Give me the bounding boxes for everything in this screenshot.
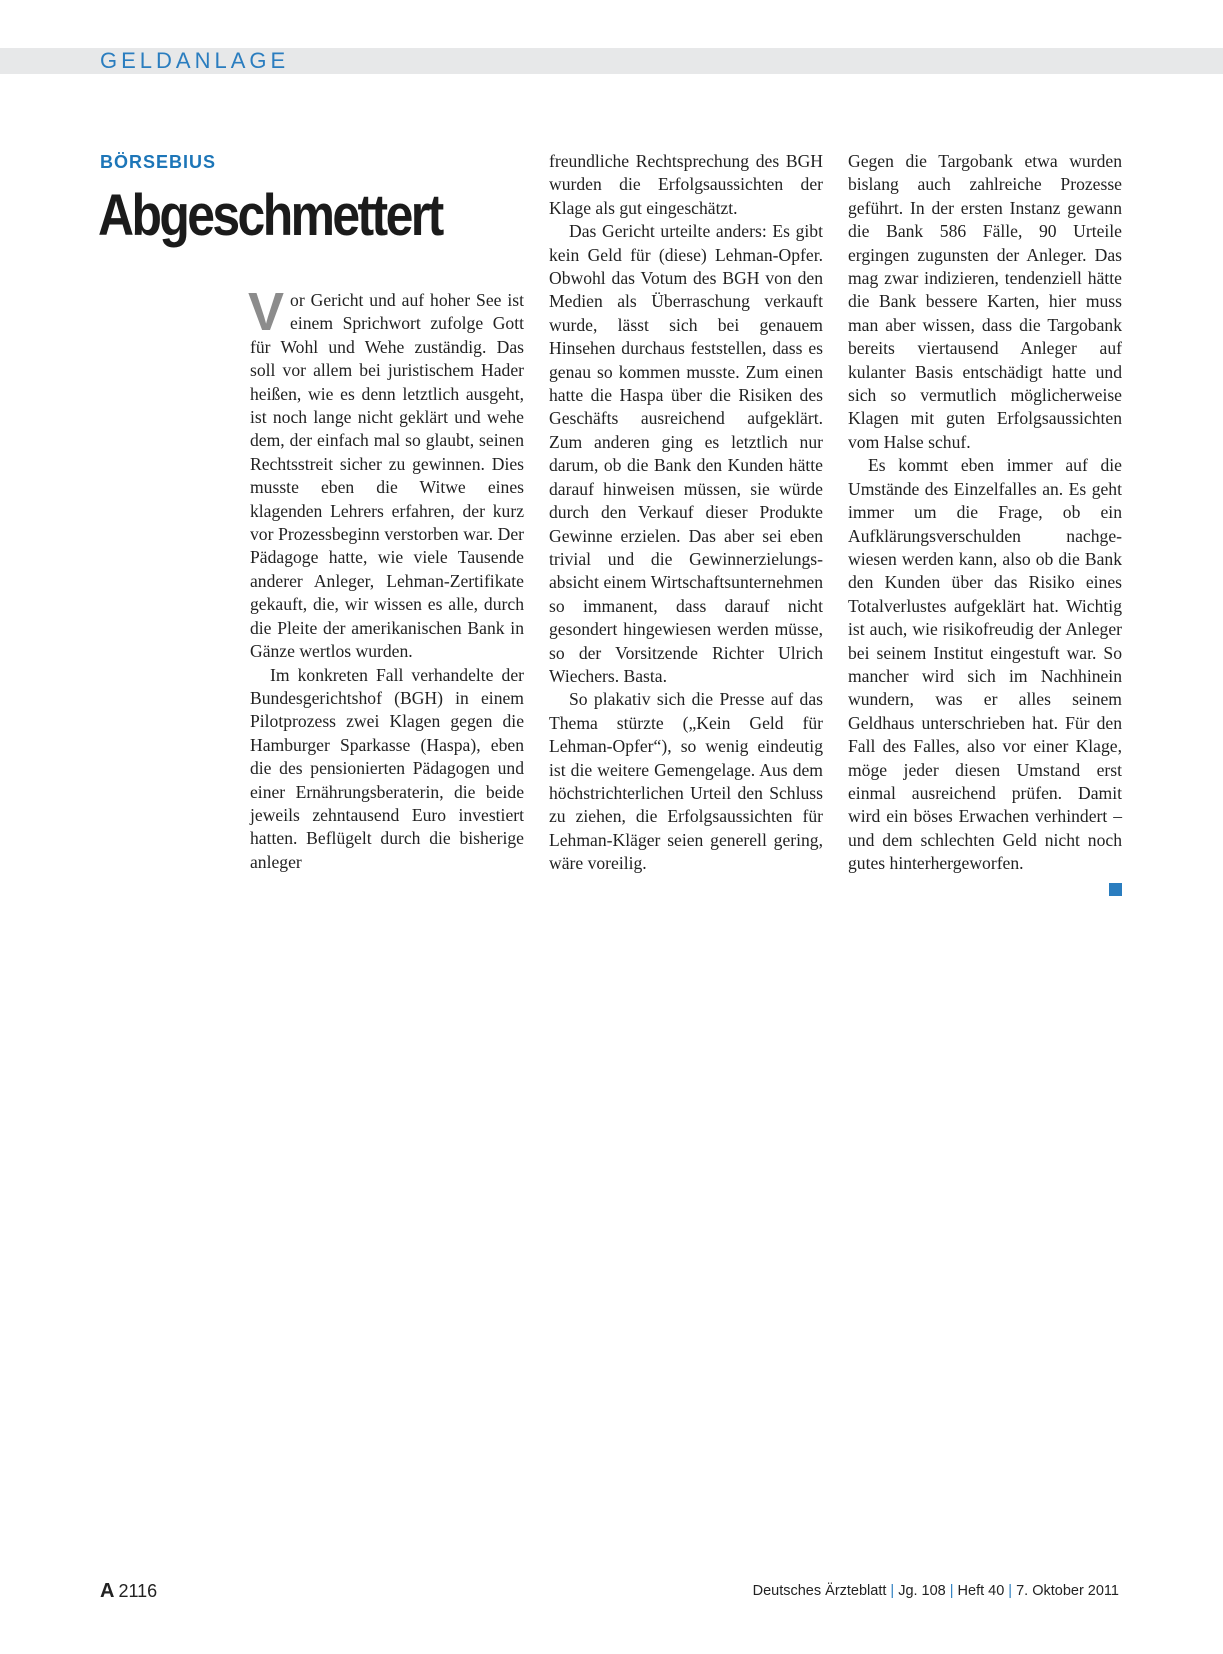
publication-name: Deutsches Ärzteblatt: [752, 1583, 887, 1599]
article-paragraph: freundliche Rechtsprechung des BGH wurden die Erfolgsaussichten der Klage als gut eingeschätzt.: [549, 151, 823, 218]
paragraph-text: or Gericht und auf hoher See ist einem Sprichwort zufolge Gott für Wohl und Wehe zuständig. Das soll vor allem bei juristischem Hader heißen, wie es denn letztlich ausgeht, ist noch lange nicht geklärt und wehe dem, der einfach mal so glaubt, seinen Rechtsstreit sicher zu gewinnen. Dies musste eben die Witwe eines klagenden Lehrers erfahren, der kurz vor Prozessbeginn verstorben war. Der Pädagoge hatte, wie viele Tausende anderer Anleger, Lehman-Zertifikate gekauft, die, wir wissen es alle, durch die Pleite der amerikanischen Bank in Gänze wertlos wurden.: [250, 290, 524, 662]
separator: |: [949, 1583, 954, 1599]
article-paragraph: Gegen die Targobank etwa wurden bislang auch zahlreiche Prozesse geführt. In der ersten Instanz gewann die Bank 586 Fälle, 90 Urteile ergingen zugunsten der Anleger. Das mag zwar indizieren, tendenziell hätte die Bank bessere Karten, hier muss man aber wissen, dass die Targobank bereits viertausend Anleger auf kulanter Basis entschädigt hatte und sich so vermutlich möglicherweise Klagen mit guten Erfolgsaussichten vom Halse schuf.: [848, 151, 1122, 452]
drop-cap: V: [248, 282, 285, 342]
article-paragraph: Im konkreten Fall verhandelte der Bundesgerichtshof (BGH) in einem Pilotprozess zwei Klagen gegen die Hamburger Sparkasse (Haspa), eben die des pensionierten Pädagogen und einer Ernährungsberaterin, die beide jeweils zehntausend Euro investiert hatten. Beflügelt durch die bisherige anleger: [250, 664, 524, 872]
article-paragraph: [248, 282, 524, 664]
separator: |: [890, 1583, 895, 1599]
section-label: GELDANLAGE: [100, 48, 290, 73]
article-paragraph: Das Gericht urteilte anders: Es gibt kein Geld für (diese) Lehman-Opfer. Obwohl das Votum des BGH von den Medien als Überraschung verkauft wurde, lässt sich bei genauem Hinsehen durchaus feststellen, dass es genau so kommen musste. Zum einen hatte die Haspa über die Risiken des Geschäfts ausreichend aufgeklärt. Zum anderen ging es letztlich nur darum, ob die Bank den Kunden hätte darauf hinweisen müssen, sie würde durch den Verkauf dieser Produkte Gewinne erzielen. Das aber sei eben trivial und die Gewinnerzielungsabsicht einem Wirtschaftsunternehmen so immanent, dass darauf nicht gesondert hingewiesen werden müsse, so der Vorsitzende Richter Ulrich Wiechers. Basta.: [549, 221, 823, 686]
article-column-2: [549, 150, 823, 876]
page-number: [100, 1580, 157, 1603]
article-end-mark-icon: [1109, 883, 1122, 896]
publication-info: [753, 1583, 1119, 1599]
page-number-value: 2116: [118, 1581, 158, 1601]
article-title: Abgeschmettert: [98, 183, 442, 248]
article-paragraph: So plakativ sich die Presse auf das Thema stürzte („Kein Geld für Lehman-Opfer“), so wenig eindeutig ist die weitere Gemengelage. Aus dem höchstrichterlichen Urteil den Schluss zu ziehen, die Erfolgsaussichten für Lehman-Kläger seien generell gering, wäre voreilig.: [549, 689, 823, 874]
article-kicker: BÖRSEBIUS: [100, 152, 217, 172]
separator: |: [1008, 1583, 1013, 1599]
issue-date: 7. Oktober 2011: [1016, 1583, 1119, 1599]
issue: Heft 40: [957, 1583, 1005, 1599]
article-paragraph: Es kommt eben immer auf die Umstände des Einzelfalles an. Es geht immer um die Frage, ob ein Aufklärungsverschulden nachgewiesen werden kann, also ob die Bank den Kunden über das Risiko eines Totalverlustes aufgeklärt hat. Wichtig ist auch, wie risikofreudig der Anleger bei seinem Institut eingestuft war. So mancher wird sich im Nachhinein wundern, was er alles seinem Geldhaus unterschrieben hat. Für den Fall des Falles, also vor einer Klage, möge jeder diesen Umstand erst einmal ausreichend prüfen. Damit wird ein böses Erwachen verhindert – und dem schlechten Geld nicht noch gutes hinterhergeworfen.: [848, 455, 1122, 874]
article-column-1: [248, 282, 524, 874]
page-prefix: A: [100, 1580, 115, 1602]
volume: Jg. 108: [898, 1583, 946, 1599]
article-column-3: [848, 150, 1122, 876]
